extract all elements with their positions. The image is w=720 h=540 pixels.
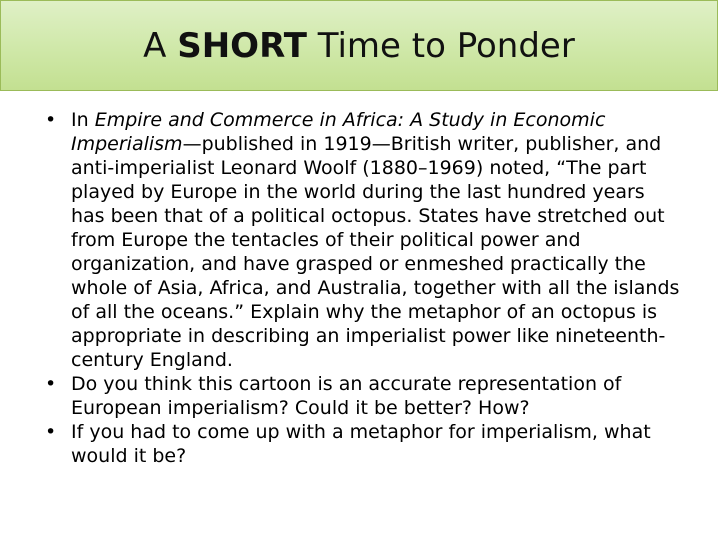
bullet-list [0,108,720,468]
book-title: Empire and Commerce in Africa: A Study in Economic Imperialism [71,109,606,155]
bullet-item-octopus-quote [0,108,720,372]
bullet-item-metaphor-question [0,420,720,468]
bullet-text: Do you think this cartoon is an accurate representation of European imperialism? Could it be better? How? [71,373,622,419]
bullet-dot: • [45,421,57,443]
title-banner [0,0,718,91]
title-prefix: A [143,25,178,66]
bullet-text: If you had to come up with a metaphor for imperialism, what would it be? [71,421,651,467]
title-suffix: Time to Ponder [306,25,575,66]
bullet-dot: • [45,109,57,131]
title-emphasis: SHORT [177,25,307,66]
bullet-text: —published in 1919—British writer, publisher, and anti-imperialist Leonard Woolf (1880–1969) noted, “The part played by Europe in the world during the last hundred years has been that of a political octopus. States have stretched out from Europe the tentacles of their political power and organization, and have grasped or enmeshed practically the whole of Asia, Africa, and Australia, together with all the islands of all the oceans.” Explain why the metaphor of an octopus is appropriate in describing an imperialist power like nineteenth-century England. [71,133,680,371]
bullet-prefix: In [71,109,95,131]
bullet-item-cartoon-question [0,372,720,420]
slide-title [143,26,575,66]
bullet-dot: • [45,373,57,395]
